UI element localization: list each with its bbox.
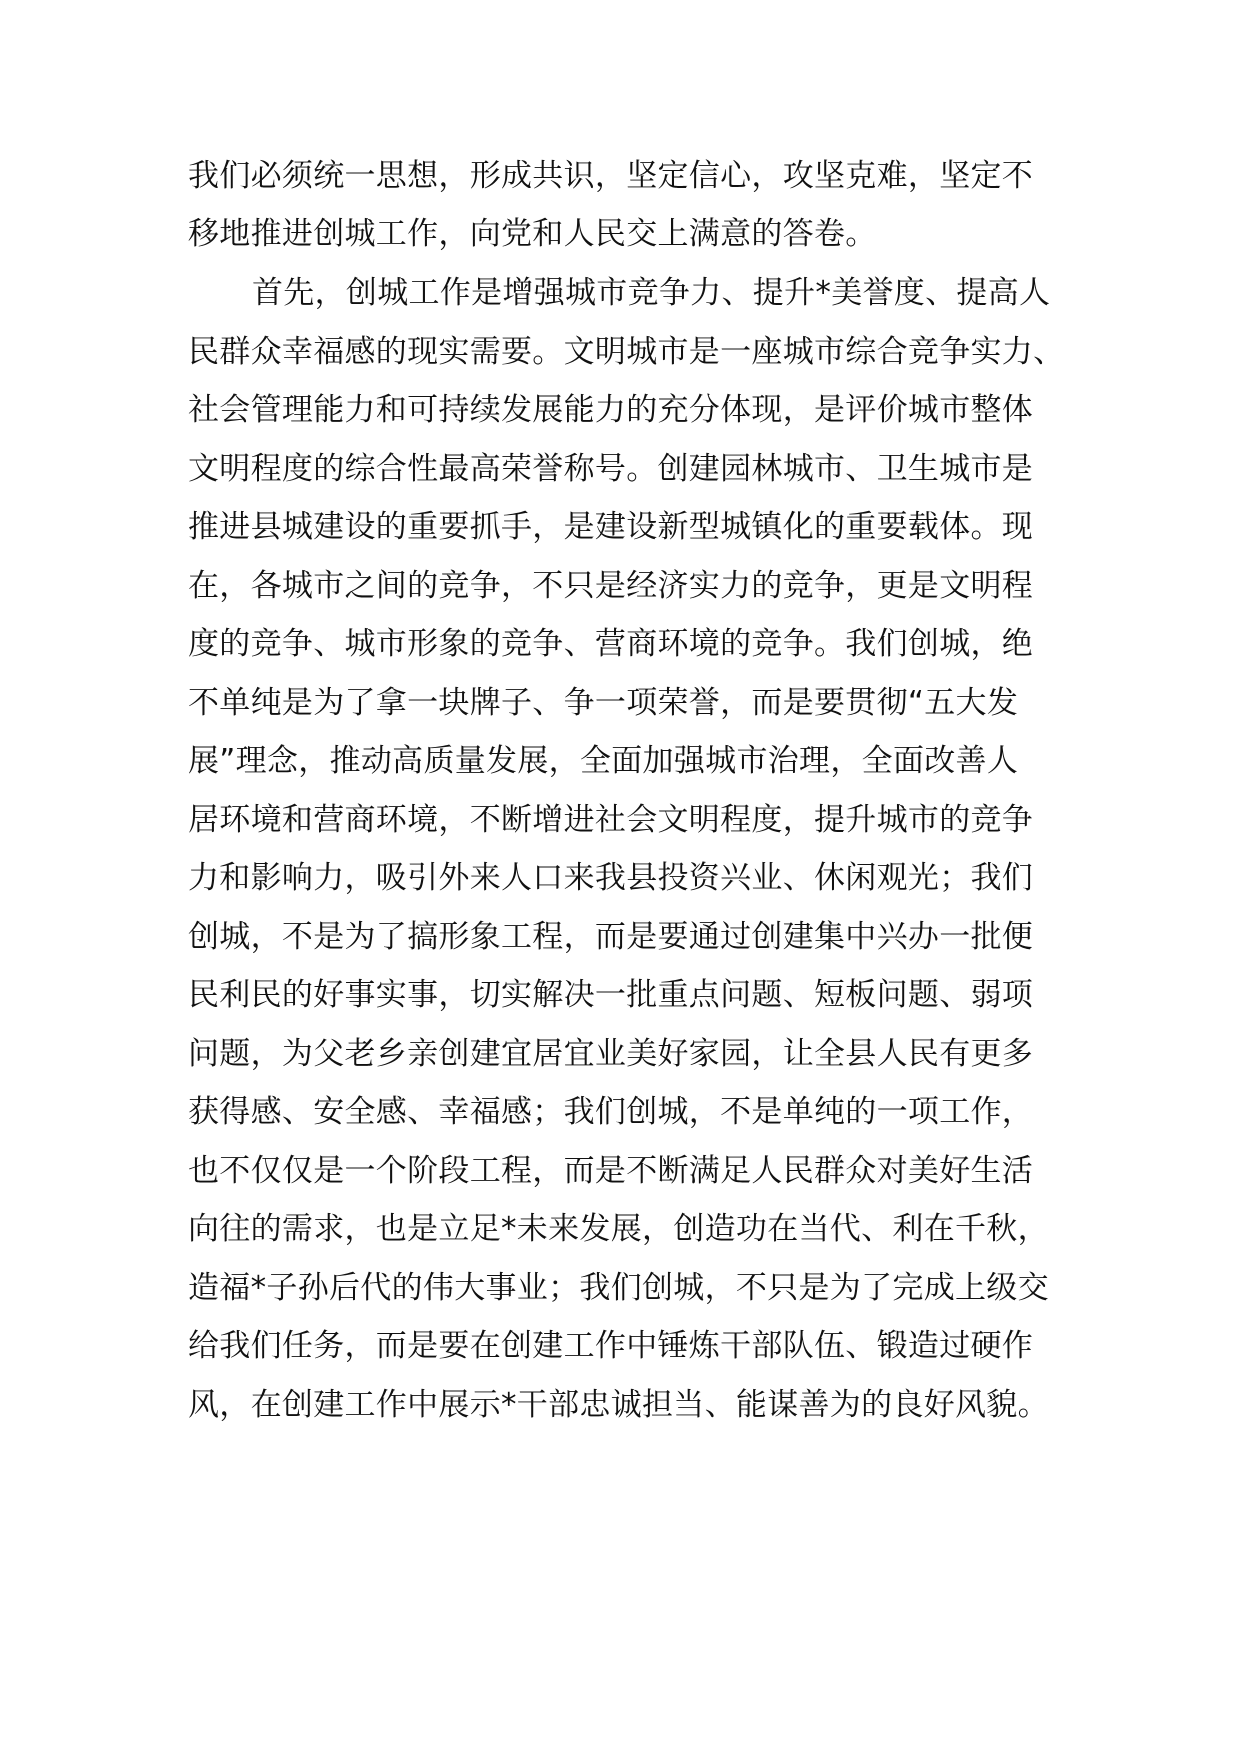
text-line: 民群众幸福感的现实需要。文明城市是一座城市综合竞争实力、 — [188, 334, 1065, 370]
text-line: 向往的需求，也是立足*未来发展，创造功在当代、利在千秋， — [188, 1211, 1049, 1247]
text-line: 风，在创建工作中展示*干部忠诚担当、能谋善为的良好风貌。 — [188, 1387, 1049, 1423]
text-line: 推进县城建设的重要抓手，是建设新型城镇化的重要载体。现 — [188, 509, 1034, 545]
text-line: 我们必须统一思想，形成共识，坚定信心，攻坚克难，坚定不 — [188, 158, 1034, 194]
text-line: 不单纯是为了拿一块牌子、争一项荣誉，而是要贯彻“五大发 — [188, 685, 1019, 721]
text-line: 展”理念，推动高质量发展，全面加强城市治理，全面改善人 — [188, 743, 1019, 779]
text-line: 问题，为父老乡亲创建宜居宜业美好家园，让全县人民有更多 — [188, 1036, 1034, 1072]
text-line: 社会管理能力和可持续发展能力的充分体现，是评价城市整体 — [188, 392, 1034, 428]
text-line: 民利民的好事实事，切实解决一批重点问题、短板问题、弱项 — [188, 977, 1034, 1013]
text-line: 创城，不是为了搞形象工程，而是要通过创建集中兴办一批便 — [188, 919, 1034, 955]
text-line: 度的竞争、城市形象的竞争、营商环境的竞争。我们创城，绝 — [188, 626, 1034, 662]
text-line: 给我们任务，而是要在创建工作中锤炼干部队伍、锻造过硬作 — [188, 1328, 1034, 1364]
paragraph-start-line: 首先，创城工作是增强城市竞争力、提升*美誉度、提高人 — [252, 275, 1051, 311]
text-line: 也不仅仅是一个阶段工程，而是不断满足人民群众对美好生活 — [188, 1153, 1034, 1189]
text-line: 力和影响力，吸引外来人口来我县投资兴业、休闲观光；我们 — [188, 860, 1034, 896]
text-line: 居环境和营商环境，不断增进社会文明程度，提升城市的竞争 — [188, 802, 1034, 838]
text-line: 获得感、安全感、幸福感；我们创城，不是单纯的一项工作， — [188, 1094, 1034, 1130]
text-line: 文明程度的综合性最高荣誉称号。创建园林城市、卫生城市是 — [188, 451, 1034, 487]
text-line: 造福*子孙后代的伟大事业；我们创城，不只是为了完成上级交 — [188, 1270, 1049, 1306]
text-line: 移地推进创城工作，向党和人民交上满意的答卷。 — [188, 216, 877, 252]
text-line: 在，各城市之间的竞争，不只是经济实力的竞争，更是文明程 — [188, 568, 1034, 604]
